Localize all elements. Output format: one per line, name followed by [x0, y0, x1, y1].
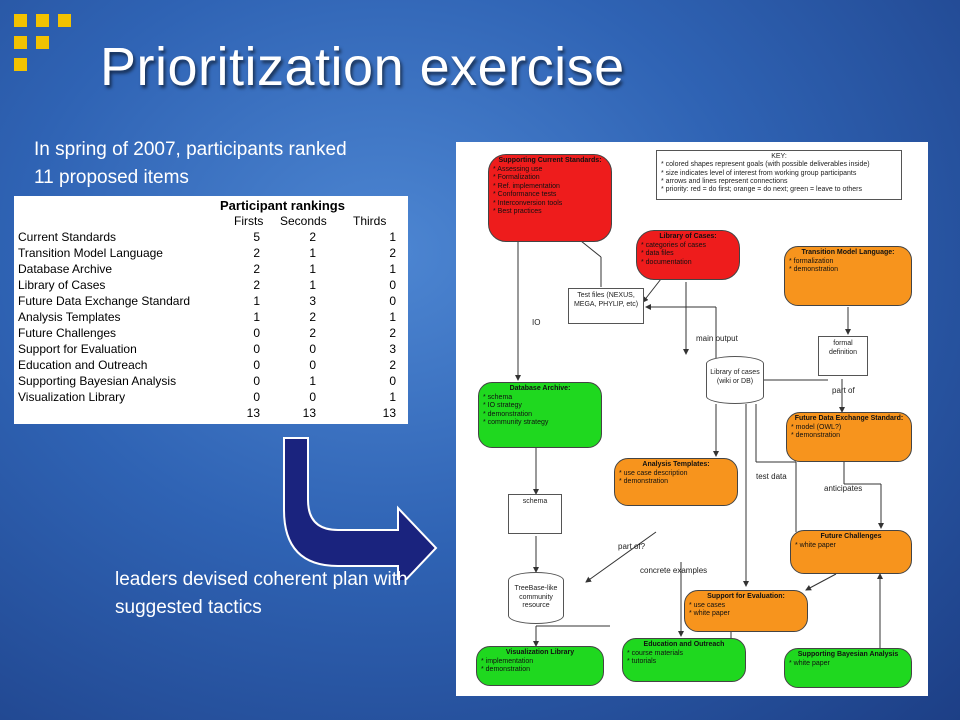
planning-diagram — [456, 142, 928, 696]
node-items: * white paper — [795, 541, 836, 549]
cell-seconds: 2 — [309, 310, 316, 324]
node-education-outreach: Education and Outreach * course materials * tutorials — [622, 638, 746, 682]
doc-schema: schema — [508, 494, 562, 534]
doc-formal-definition: formal definition — [818, 336, 868, 376]
cell-firsts: 2 — [253, 262, 260, 276]
label-part-of-question: part of? — [618, 542, 646, 551]
node-current-standards: Supporting Current Standards: * Assessing use * Formalization * Ref. implementation * Conformance tests * Interconversion tools * Best practices — [488, 154, 612, 242]
cell-firsts: 0 — [253, 390, 260, 404]
cell-seconds: 1 — [309, 246, 316, 260]
cell-seconds: 0 — [309, 358, 316, 372]
doc-test-files: Test files (NEXUS, MEGA, PHYLIP, etc) — [568, 288, 644, 324]
db-treebase: TreeBase-like community resource — [508, 572, 564, 624]
cell-seconds: 13 — [302, 406, 316, 420]
node-support-evaluation: Support for Evaluation: * use cases * white paper — [684, 590, 808, 632]
cell-firsts: 0 — [253, 374, 260, 388]
node-items: * use cases * white paper — [689, 601, 730, 617]
key-line: * priority: red = do first; orange = do next; green = leave to others — [661, 186, 862, 194]
logo-squares — [14, 14, 84, 84]
node-items: * model (OWL?) * demonstration — [791, 423, 842, 439]
cell-firsts: 13 — [246, 406, 260, 420]
node-database-archive: Database Archive: * schema * IO strategy * demonstration * community strategy — [478, 382, 602, 448]
cell-thirds: 1 — [389, 230, 396, 244]
cell-firsts: 0 — [253, 358, 260, 372]
cell-thirds: 0 — [389, 294, 396, 308]
cell-thirds: 1 — [389, 262, 396, 276]
node-items: * implementation * demonstration — [481, 657, 534, 673]
cell-thirds: 2 — [389, 326, 396, 340]
cell-firsts: 1 — [253, 310, 260, 324]
table-row — [18, 358, 406, 374]
table-row — [18, 246, 406, 262]
table-row — [18, 342, 406, 358]
node-items: * schema * IO strategy * demonstration * community strategy — [483, 393, 549, 426]
cell-firsts: 2 — [253, 278, 260, 292]
cell-seconds: 2 — [309, 230, 316, 244]
table-row — [18, 390, 406, 406]
cell-name: Education and Outreach — [18, 358, 148, 372]
slide-footnote: leaders devised coherent plan with suggested tactics — [115, 569, 408, 618]
table-row — [18, 374, 406, 390]
cell-name: Supporting Bayesian Analysis — [18, 374, 177, 388]
node-items: * use case description * demonstration — [619, 469, 688, 485]
node-analysis-templates: Analysis Templates: * use case description * demonstration — [614, 458, 738, 506]
label-main-output: main output — [696, 334, 738, 343]
cell-seconds: 1 — [309, 278, 316, 292]
node-library-of-cases: Library of Cases: * categories of cases * data files * documentation — [636, 230, 740, 280]
table-title: Participant rankings — [220, 198, 345, 213]
cell-thirds: 13 — [382, 406, 396, 420]
cell-thirds: 2 — [389, 358, 396, 372]
cell-thirds: 0 — [389, 278, 396, 292]
cell-name: Visualization Library — [18, 390, 126, 404]
curved-arrow-icon — [270, 430, 440, 580]
cell-firsts: 0 — [253, 342, 260, 356]
cell-firsts: 5 — [253, 230, 260, 244]
cell-name: Current Standards — [18, 230, 117, 244]
node-future-challenges: Future Challenges * white paper — [790, 530, 912, 574]
cell-thirds: 3 — [389, 342, 396, 356]
cell-firsts: 1 — [253, 294, 260, 308]
column-header-thirds: Thirds — [353, 214, 387, 228]
table-row — [18, 278, 406, 294]
table-row — [18, 326, 406, 342]
table-row — [18, 294, 406, 310]
node-future-exchange: Future Data Exchange Standard: * model (OWL?) * demonstration — [786, 412, 912, 462]
node-items: * white paper — [789, 659, 830, 667]
table-totals-row — [18, 406, 406, 422]
cell-thirds: 0 — [389, 374, 396, 388]
node-items: * formalization * demonstration — [789, 257, 839, 273]
cell-thirds: 2 — [389, 246, 396, 260]
node-items: * categories of cases * data files * documentation — [641, 241, 706, 266]
table-row — [18, 230, 406, 246]
column-header-seconds: Seconds — [280, 214, 327, 228]
label-part-of: part of — [832, 386, 855, 395]
diagram-key — [656, 150, 902, 200]
cell-seconds: 2 — [309, 326, 316, 340]
cell-name: Library of Cases — [18, 278, 106, 292]
cell-firsts: 0 — [253, 326, 260, 340]
slide-subtitle: In spring of 2007, participants ranked 11 proposed items — [34, 139, 347, 188]
cell-seconds: 0 — [309, 390, 316, 404]
cell-name: Future Challenges — [18, 326, 117, 340]
label-concrete-examples: concrete examples — [640, 566, 708, 575]
key-title: KEY: — [771, 153, 787, 160]
label-test-data: test data — [756, 472, 787, 481]
label-anticipates: anticipates — [824, 484, 863, 493]
node-bayesian-analysis: Supporting Bayesian Analysis * white paper — [784, 648, 912, 688]
cell-name: Future Data Exchange Standard — [18, 294, 191, 308]
cell-seconds: 1 — [309, 374, 316, 388]
node-items: * Assessing use * Formalization * Ref. implementation * Conformance tests * Interconversion tools * Best practices — [493, 165, 563, 215]
label-io: IO — [532, 318, 541, 327]
cell-name: Database Archive — [18, 262, 113, 276]
cell-firsts: 2 — [253, 246, 260, 260]
cell-name: Analysis Templates — [18, 310, 121, 324]
node-transition-model: Transition Model Language: * formalization * demonstration — [784, 246, 912, 306]
cell-seconds: 3 — [309, 294, 316, 308]
cell-thirds: 1 — [389, 310, 396, 324]
rankings-table — [14, 196, 408, 424]
slide-title: Prioritization exercise — [100, 37, 625, 97]
key-line: * colored shapes represent goals (with possible deliverables inside) — [661, 161, 870, 169]
key-line: * size indicates level of interest from working group participants — [661, 169, 857, 177]
cell-name: Support for Evaluation — [18, 342, 137, 356]
db-library-of-cases: Library of cases (wiki or DB) — [706, 356, 764, 404]
node-visualization-library: Visualization Library * implementation * demonstration — [476, 646, 604, 686]
table-row — [18, 262, 406, 278]
cell-seconds: 1 — [309, 262, 316, 276]
node-items: * course materials * tutorials — [627, 649, 684, 665]
table-row — [18, 310, 406, 326]
cell-thirds: 1 — [389, 390, 396, 404]
cell-seconds: 0 — [309, 342, 316, 356]
cell-name: Transition Model Language — [18, 246, 163, 260]
key-line: * arrows and lines represent connections — [661, 177, 788, 185]
column-header-firsts: Firsts — [234, 214, 264, 228]
